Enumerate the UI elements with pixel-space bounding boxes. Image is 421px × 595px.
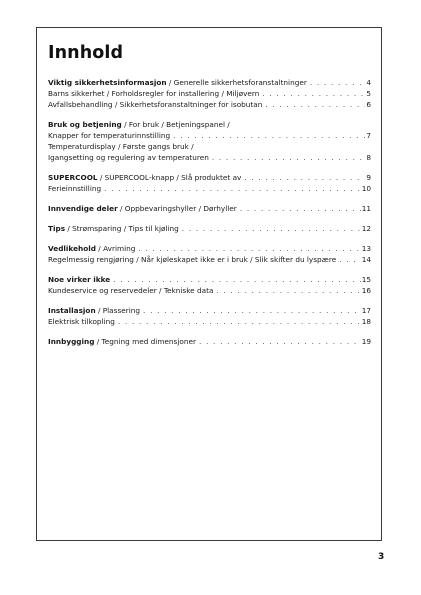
toc-entry-subtopics: / SUPERCOOL-knapp / Slå produktet av: [97, 173, 242, 182]
toc-section: [48, 172, 371, 194]
toc-entry-text: [48, 119, 230, 130]
toc-entry-subtopics: / For bruk / Betjeningspanel /: [121, 120, 230, 129]
toc-entry: [48, 274, 371, 285]
toc-page-number: 5: [366, 89, 371, 98]
toc-entry: [48, 223, 371, 234]
toc-section: [48, 336, 371, 347]
toc-page-number: 7: [366, 131, 371, 140]
toc-entry-subtopics: Ferieinnstilling: [48, 184, 102, 193]
toc-entry-subtopics: / Strømsparing / Tips til kjøling: [65, 224, 179, 233]
dot-leader: [143, 305, 361, 316]
toc-entry-subtopics: / Tegning med dimensjoner: [94, 337, 196, 346]
toc-entry-text: [48, 77, 307, 88]
toc-entry-heading: Bruk og betjening: [48, 120, 122, 129]
toc-entry-text: [48, 254, 336, 265]
toc-entry-subtopics: Barns sikkerhet / Forholdsregler for installering / Miljøvern: [48, 89, 260, 98]
dot-leader: [240, 203, 361, 214]
toc-entry-subtopics: / Generelle sikkerhetsforanstaltninger: [166, 78, 307, 87]
toc-entry-subtopics: Regelmessig rengjøring / Når kjøleskapet ikke er i bruk / Slik skifter du lyspære: [48, 255, 337, 264]
toc-page-number: 8: [366, 153, 371, 162]
toc-entry: [48, 316, 371, 327]
toc-entry-heading: Viktig sikkerhetsinformasjon: [48, 78, 167, 87]
toc-entry-heading: Innbygging: [48, 337, 95, 346]
toc-entry-text: [48, 274, 110, 285]
toc-entry-text: [48, 152, 209, 163]
toc-entry-subtopics: / Avriming: [95, 244, 136, 253]
toc-page-number: 11: [361, 204, 371, 213]
toc-entry: [48, 99, 371, 110]
toc-page-number: 12: [361, 224, 371, 233]
toc-entry-subtopics: Knapper for temperaturinnstilling: [48, 131, 171, 140]
toc-entry-heading: Innvendige deler: [48, 204, 118, 213]
page-number: 3: [378, 552, 385, 562]
toc-entry-text: [48, 243, 135, 254]
toc-entry-text: [48, 316, 115, 327]
toc-entry: [48, 243, 371, 254]
toc-entry: [48, 130, 371, 141]
toc-page-number: 9: [366, 173, 371, 182]
toc-entry: [48, 285, 371, 296]
toc-entry-text: [48, 99, 262, 110]
toc-entry-text: [48, 336, 196, 347]
toc-page-number: 10: [361, 184, 371, 193]
toc-page-number: 14: [361, 255, 371, 264]
toc-page-number: 4: [366, 78, 371, 87]
toc-entry-heading: Vedlikehold: [48, 244, 96, 253]
toc-section: [48, 274, 371, 296]
toc-entry-subtopics: Igangsetting og regulering av temperaturen: [48, 153, 209, 162]
toc-entry-text: [48, 203, 237, 214]
toc-page-number: 15: [361, 275, 371, 284]
dot-leader: [104, 183, 361, 194]
toc-page-number: 18: [361, 317, 371, 326]
page-title: Innhold: [48, 43, 124, 63]
toc-entry-text: [48, 305, 140, 316]
toc-entry: [48, 336, 371, 347]
toc-entry-text: [48, 183, 101, 194]
dot-leader: [173, 130, 365, 141]
dot-leader: [118, 316, 361, 327]
toc-page-number: 19: [361, 337, 371, 346]
toc-page-number: 6: [366, 100, 371, 109]
dot-leader: [113, 274, 361, 285]
toc-entry: [48, 141, 371, 152]
toc-entry-subtopics: Elektrisk tilkopling: [48, 317, 115, 326]
dot-leader: [339, 254, 361, 265]
toc-section: [48, 203, 371, 214]
toc-section: [48, 119, 371, 163]
toc-page-number: 17: [361, 306, 371, 315]
toc-entry-heading: Installasjon: [48, 306, 96, 315]
toc-entry-text: [48, 130, 170, 141]
toc-entry-text: [48, 223, 179, 234]
toc-entry-subtopics: / Plassering: [95, 306, 141, 315]
toc-entry: [48, 203, 371, 214]
toc-entry: [48, 183, 371, 194]
dot-leader: [212, 152, 365, 163]
toc-entry-subtopics: Temperaturdisplay / Første gangs bruk /: [48, 142, 194, 151]
toc-section: [48, 77, 371, 110]
dot-leader: [216, 285, 360, 296]
toc-entry: [48, 152, 371, 163]
toc-entry-text: [48, 88, 259, 99]
dot-leader: [310, 77, 366, 88]
dot-leader: [138, 243, 360, 254]
toc-entry-text: [48, 285, 213, 296]
toc-entry-subtopics: Kundeservice og reservedeler / Tekniske data: [48, 286, 214, 295]
toc-entry: [48, 88, 371, 99]
toc-section: [48, 223, 371, 234]
dot-leader: [199, 336, 361, 347]
toc-entry-text: [48, 172, 241, 183]
toc-entry-subtopics: / Oppbevaringshyller / Dørhyller: [117, 204, 237, 213]
toc-page-number: 16: [361, 286, 371, 295]
toc-entry-heading: SUPERCOOL: [48, 173, 98, 182]
toc-entry: [48, 172, 371, 183]
table-of-contents: [48, 77, 371, 356]
toc-section: [48, 305, 371, 327]
toc-entry-heading: Tips: [48, 224, 66, 233]
toc-entry-text: [48, 141, 194, 152]
toc-page-number: 13: [361, 244, 371, 253]
toc-entry: [48, 254, 371, 265]
dot-leader: [244, 172, 365, 183]
dot-leader: [182, 223, 361, 234]
toc-entry: [48, 119, 371, 130]
toc-entry-subtopics: Avfallsbehandling / Sikkerhetsforanstaltninger for isobutan: [48, 100, 263, 109]
toc-entry: [48, 77, 371, 88]
toc-entry-heading: Noe virker ikke: [48, 275, 111, 284]
toc-entry: [48, 305, 371, 316]
toc-section: [48, 243, 371, 265]
dot-leader: [262, 88, 365, 99]
dot-leader: [265, 99, 365, 110]
